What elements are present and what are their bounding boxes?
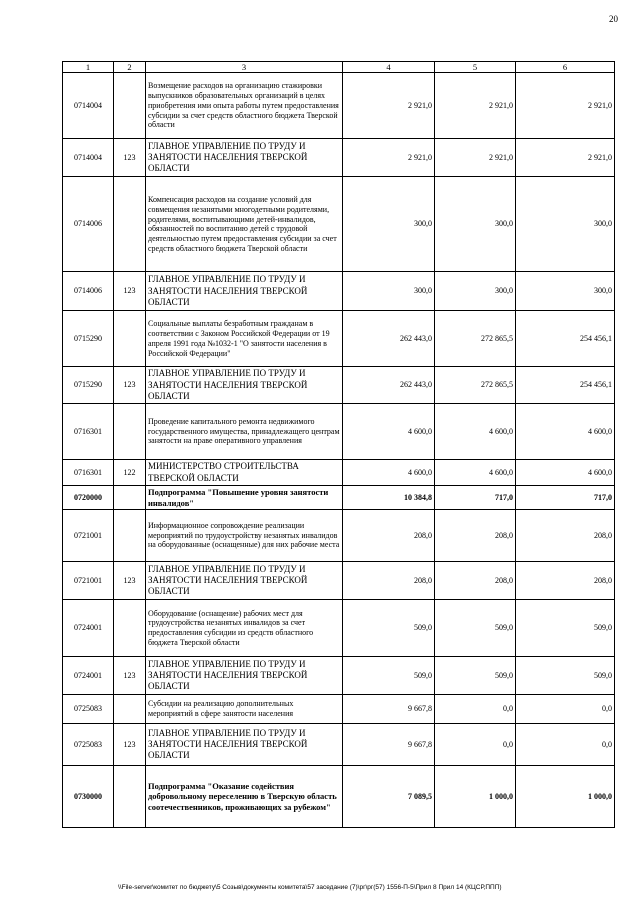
target-code: 0721001 xyxy=(63,510,114,562)
amount-col6: 2 921,0 xyxy=(516,139,615,177)
column-header: 2 xyxy=(114,62,146,73)
amount-col5: 717,0 xyxy=(435,486,516,510)
expense-type xyxy=(114,311,146,367)
target-code: 0725083 xyxy=(63,695,114,724)
amount-col6: 254 456,1 xyxy=(516,367,615,404)
amount-col6: 4 600,0 xyxy=(516,460,615,486)
item-name: Подпрограмма "Повышение уровня занятости инвалидов" xyxy=(146,486,343,510)
amount-col6: 300,0 xyxy=(516,272,615,311)
item-name: ГЛАВНОЕ УПРАВЛЕНИЕ ПО ТРУДУ И ЗАНЯТОСТИ НАСЕЛЕНИЯ ТВЕРСКОЙ ОБЛАСТИ xyxy=(146,139,343,177)
item-name: ГЛАВНОЕ УПРАВЛЕНИЕ ПО ТРУДУ И ЗАНЯТОСТИ НАСЕЛЕНИЯ ТВЕРСКОЙ ОБЛАСТИ xyxy=(146,367,343,404)
amount-col4: 208,0 xyxy=(343,510,435,562)
amount-col4: 9 667,8 xyxy=(343,724,435,766)
amount-col4: 262 443,0 xyxy=(343,367,435,404)
amount-col6: 717,0 xyxy=(516,486,615,510)
table-row xyxy=(63,562,615,600)
subprogram-row xyxy=(63,766,615,828)
table-row xyxy=(63,177,615,272)
target-code: 0714004 xyxy=(63,139,114,177)
amount-col6: 300,0 xyxy=(516,177,615,272)
amount-col4: 208,0 xyxy=(343,562,435,600)
amount-col5: 0,0 xyxy=(435,724,516,766)
expense-type: 123 xyxy=(114,562,146,600)
item-name: ГЛАВНОЕ УПРАВЛЕНИЕ ПО ТРУДУ И ЗАНЯТОСТИ НАСЕЛЕНИЯ ТВЕРСКОЙ ОБЛАСТИ xyxy=(146,724,343,766)
table-row xyxy=(63,367,615,404)
item-name: Информационное сопровождение реализации мероприятий по трудоустройству незанятых инвалидов на оборудованные (оснащенные) для них рабочие места xyxy=(146,510,343,562)
table-row xyxy=(63,600,615,657)
amount-col5: 4 600,0 xyxy=(435,460,516,486)
amount-col6: 509,0 xyxy=(516,600,615,657)
expense-type: 123 xyxy=(114,139,146,177)
amount-col5: 272 865,5 xyxy=(435,367,516,404)
expense-type xyxy=(114,695,146,724)
amount-col5: 208,0 xyxy=(435,562,516,600)
amount-col6: 254 456,1 xyxy=(516,311,615,367)
amount-col6: 0,0 xyxy=(516,695,615,724)
table-row xyxy=(63,404,615,460)
amount-col6: 509,0 xyxy=(516,657,615,695)
amount-col4: 2 921,0 xyxy=(343,139,435,177)
page-number: 20 xyxy=(609,14,618,24)
target-code: 0720000 xyxy=(63,486,114,510)
amount-col5: 509,0 xyxy=(435,600,516,657)
amount-col4: 4 600,0 xyxy=(343,460,435,486)
item-name: МИНИСТЕРСТВО СТРОИТЕЛЬСТВА ТВЕРСКОЙ ОБЛАСТИ xyxy=(146,460,343,486)
target-code: 0715290 xyxy=(63,311,114,367)
table-row xyxy=(63,695,615,724)
target-code: 0714006 xyxy=(63,272,114,311)
amount-col5: 300,0 xyxy=(435,272,516,311)
amount-col4: 10 384,8 xyxy=(343,486,435,510)
item-name: ГЛАВНОЕ УПРАВЛЕНИЕ ПО ТРУДУ И ЗАНЯТОСТИ НАСЕЛЕНИЯ ТВЕРСКОЙ ОБЛАСТИ xyxy=(146,562,343,600)
amount-col4: 4 600,0 xyxy=(343,404,435,460)
expense-type: 123 xyxy=(114,657,146,695)
amount-col6: 1 000,0 xyxy=(516,766,615,828)
table-row xyxy=(63,139,615,177)
item-name: Социальные выплаты безработным гражданам в соответствии с Законом Российской Федерации от 19 апреля 1991 года №1032-1 "О занятости населения в Российской Федерации" xyxy=(146,311,343,367)
item-name: Проведение капитального ремонта недвижимого государственного имущества, принадлежащего центрам занятости на праве оперативного управления xyxy=(146,404,343,460)
table-row xyxy=(63,272,615,311)
item-name: ГЛАВНОЕ УПРАВЛЕНИЕ ПО ТРУДУ И ЗАНЯТОСТИ НАСЕЛЕНИЯ ТВЕРСКОЙ ОБЛАСТИ xyxy=(146,657,343,695)
amount-col4: 262 443,0 xyxy=(343,311,435,367)
amount-col4: 7 089,5 xyxy=(343,766,435,828)
target-code: 0724001 xyxy=(63,600,114,657)
target-code: 0730000 xyxy=(63,766,114,828)
target-code: 0714006 xyxy=(63,177,114,272)
expense-type xyxy=(114,600,146,657)
column-header: 4 xyxy=(343,62,435,73)
table-row xyxy=(63,73,615,139)
amount-col4: 300,0 xyxy=(343,272,435,311)
amount-col5: 208,0 xyxy=(435,510,516,562)
expense-type: 122 xyxy=(114,460,146,486)
amount-col4: 509,0 xyxy=(343,600,435,657)
target-code: 0724001 xyxy=(63,657,114,695)
target-code: 0721001 xyxy=(63,562,114,600)
target-code: 0716301 xyxy=(63,460,114,486)
target-code: 0715290 xyxy=(63,367,114,404)
amount-col5: 509,0 xyxy=(435,657,516,695)
column-header: 6 xyxy=(516,62,615,73)
expense-type xyxy=(114,766,146,828)
item-name: Подпрограмма "Оказание содействия добровольному переселению в Тверскую область соотечественников, проживающих за рубежом" xyxy=(146,766,343,828)
target-code: 0725083 xyxy=(63,724,114,766)
table-row xyxy=(63,460,615,486)
amount-col5: 4 600,0 xyxy=(435,404,516,460)
amount-col4: 300,0 xyxy=(343,177,435,272)
amount-col5: 2 921,0 xyxy=(435,73,516,139)
table-header-row xyxy=(63,62,615,73)
column-header: 3 xyxy=(146,62,343,73)
amount-col5: 1 000,0 xyxy=(435,766,516,828)
amount-col4: 9 667,8 xyxy=(343,695,435,724)
column-header: 1 xyxy=(63,62,114,73)
expense-type: 123 xyxy=(114,272,146,311)
column-header: 5 xyxy=(435,62,516,73)
amount-col5: 300,0 xyxy=(435,177,516,272)
expense-type: 123 xyxy=(114,724,146,766)
amount-col6: 4 600,0 xyxy=(516,404,615,460)
table-row xyxy=(63,724,615,766)
expense-type xyxy=(114,404,146,460)
budget-table xyxy=(62,61,615,828)
amount-col5: 272 865,5 xyxy=(435,311,516,367)
target-code: 0714004 xyxy=(63,73,114,139)
table-row xyxy=(63,657,615,695)
expense-type xyxy=(114,510,146,562)
amount-col6: 208,0 xyxy=(516,510,615,562)
expense-type xyxy=(114,73,146,139)
item-name: Возмещение расходов на организацию стажировки выпускников образовательных организаций в целях приобретения ими опыта работы путем предоставления субсидии за счет средств областного бюджета Тверской области xyxy=(146,73,343,139)
item-name: Оборудование (оснащение) рабочих мест для трудоустройства незанятых инвалидов за счет предоставления субсидии из средств областного бюджета Тверской области xyxy=(146,600,343,657)
expense-type: 123 xyxy=(114,367,146,404)
item-name: Компенсация расходов на создание условий для совмещения незанятыми многодетными родителями, родителями, воспитывающими детей-инвалидов, обязанностей по воспитанию детей с трудовой деятельностью путем предоставления субсидии за счет средств областного бюджета Тверской области xyxy=(146,177,343,272)
expense-type xyxy=(114,486,146,510)
amount-col6: 0,0 xyxy=(516,724,615,766)
table-row xyxy=(63,311,615,367)
amount-col4: 2 921,0 xyxy=(343,73,435,139)
amount-col5: 0,0 xyxy=(435,695,516,724)
subprogram-row xyxy=(63,486,615,510)
item-name: Субсидии на реализацию дополнительных мероприятий в сфере занятости населения xyxy=(146,695,343,724)
amount-col6: 208,0 xyxy=(516,562,615,600)
amount-col6: 2 921,0 xyxy=(516,73,615,139)
table-row xyxy=(63,510,615,562)
file-path-footer: \\File-server\комитет по бюджету\5 Созыв\документы комитета\57 заседание (7)\рг\рг(57) 1556-П-5\Прил 8 Прил 14 (КЦСР,ППП) xyxy=(118,884,502,891)
amount-col5: 2 921,0 xyxy=(435,139,516,177)
item-name: ГЛАВНОЕ УПРАВЛЕНИЕ ПО ТРУДУ И ЗАНЯТОСТИ НАСЕЛЕНИЯ ТВЕРСКОЙ ОБЛАСТИ xyxy=(146,272,343,311)
amount-col4: 509,0 xyxy=(343,657,435,695)
target-code: 0716301 xyxy=(63,404,114,460)
expense-type xyxy=(114,177,146,272)
